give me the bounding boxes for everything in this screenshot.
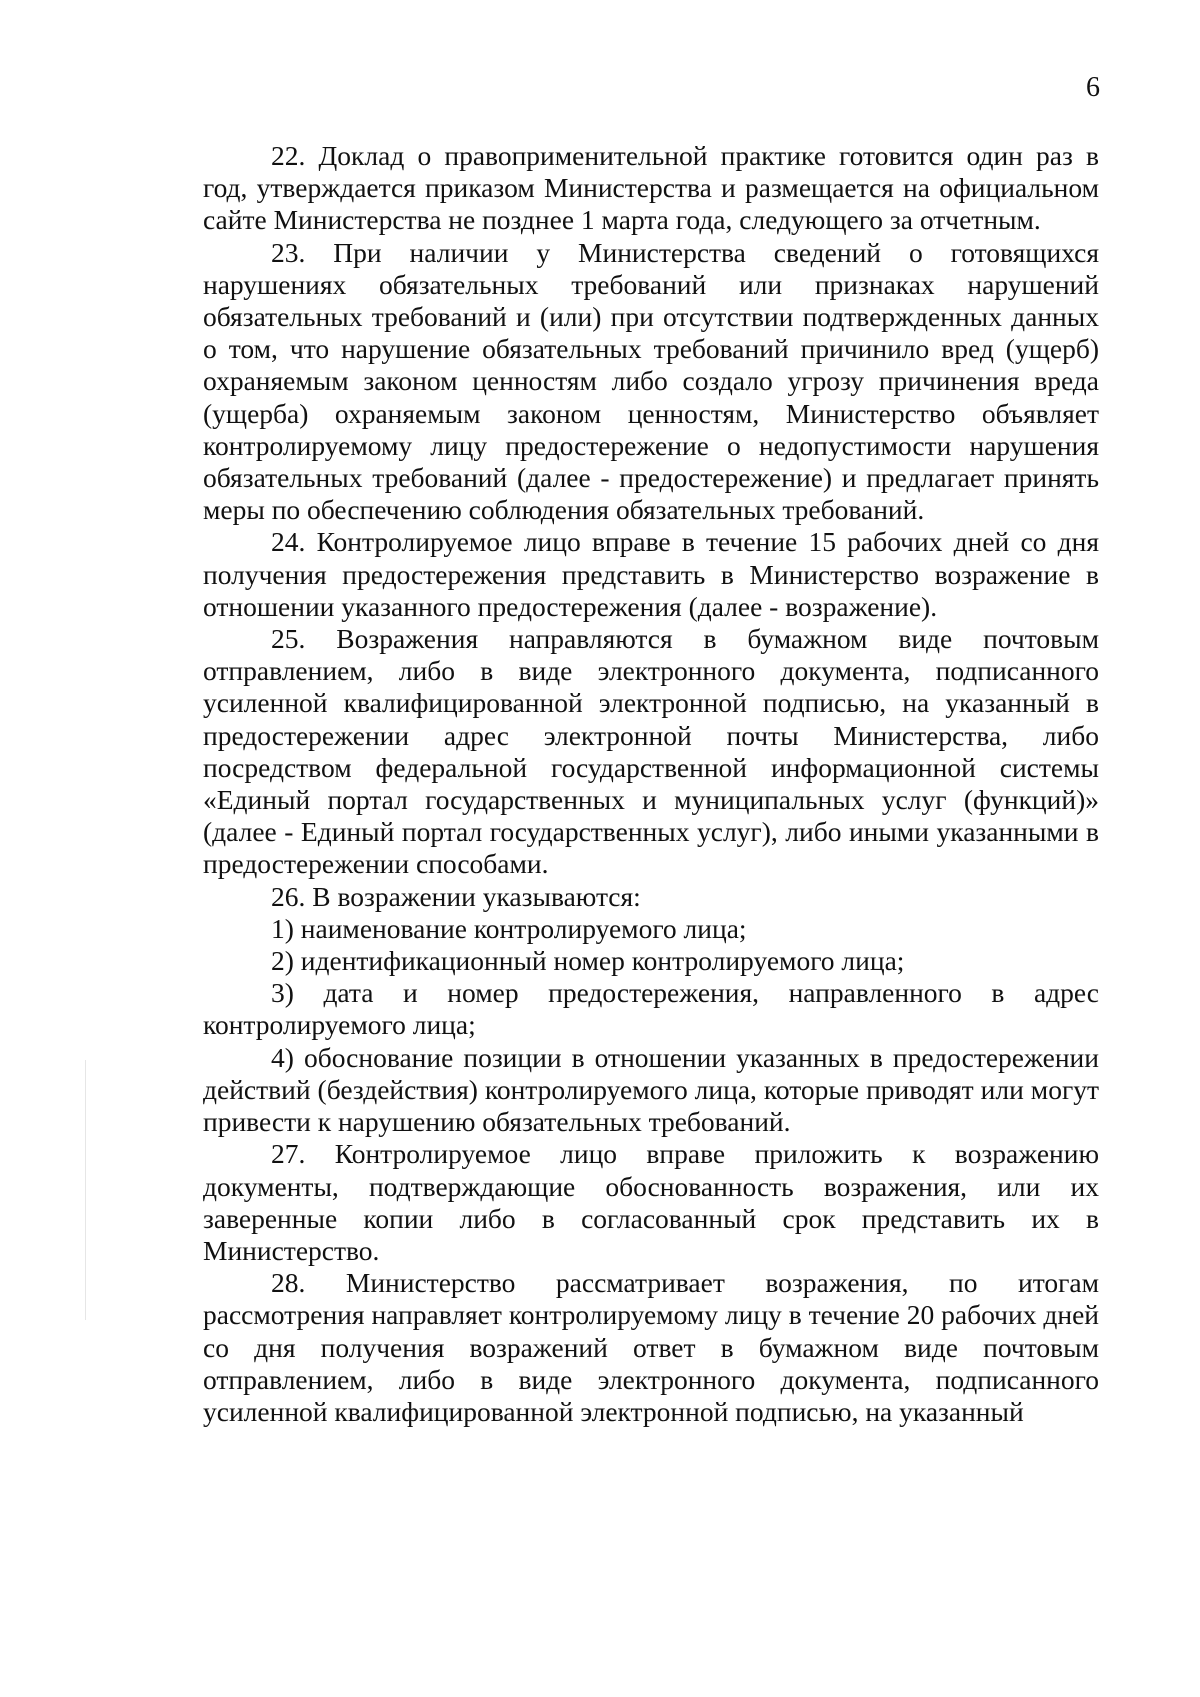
paragraph-23: 23. При наличии у Министерства сведений о готовящихся нарушениях обязательных требований или признаках нарушений обязательных требований и (или) при отсутствии подтвержденных данных о том, что нарушение обязательных требований причинило вред (ущерб) охраняемым законом ценностям либо создало угрозу причинения вреда (ущерба) охраняемым законом ценностям, Министерство объявляет контролируемому лицу предостережение о недопустимости нарушения обязательных требований (далее - предостережение) и предлагает принять меры по обеспечению соблюдения обязательных требований. [203, 236, 1099, 526]
list-item-2: 2) идентификационный номер контролируемого лица; [271, 945, 905, 977]
scan-artifact-line [85, 1060, 86, 1320]
list-item-3: 3) дата и номер предостережения, направленного в адрес контролируемого лица; [203, 977, 1099, 1041]
paragraph-25: 25. Возражения направляются в бумажном виде почтовым отправлением, либо в виде электронного документа, подписанного усиленной квалифицированной электронной подписью, на указанный в предостережении адрес электронной почты Министерства, либо посредством федеральной государственной информационной системы «Единый портал государственных и муниципальных услуг (функций)» (далее - Единый портал государственных услуг), либо иными указанными в предостережении способами. [203, 623, 1099, 880]
list-item-1: 1) наименование контролируемого лица; [271, 912, 747, 944]
paragraph-22: 22. Доклад о правоприменительной практике готовится один раз в год, утверждается приказом Министерства и размещается на официальном сайте Министерства не позднее 1 марта года, следующего за отчетным. [203, 140, 1099, 236]
document-body [203, 140, 1099, 1428]
list-item-4: 4) обоснование позиции в отношении указанных в предостережении действий (бездействия) контролируемого лица, которые приводят или могут привести к нарушению обязательных требований. [203, 1041, 1099, 1138]
paragraph-24: 24. Контролируемое лицо вправе в течение 15 рабочих дней со дня получения предостережения представить в Министерство возражение в отношении указанного предостережения (далее - возражение). [203, 526, 1099, 622]
paragraph-28: 28. Министерство рассматривает возражения, по итогам рассмотрения направляет контролируемому лицу в течение 20 рабочих дней со дня получения возражений ответ в бумажном виде почтовым отправлением, либо в виде электронного документа, подписанного усиленной квалифицированной электронной подписью, на указанный [203, 1267, 1099, 1427]
paragraph-27: 27. Контролируемое лицо вправе приложить к возражению документы, подтверждающие обоснованность возражения, или их заверенные копии либо в согласованный срок представить их в Министерство. [203, 1138, 1099, 1266]
paragraph-26: 26. В возражении указываются: [271, 880, 641, 912]
page-number: 6 [1086, 72, 1100, 103]
